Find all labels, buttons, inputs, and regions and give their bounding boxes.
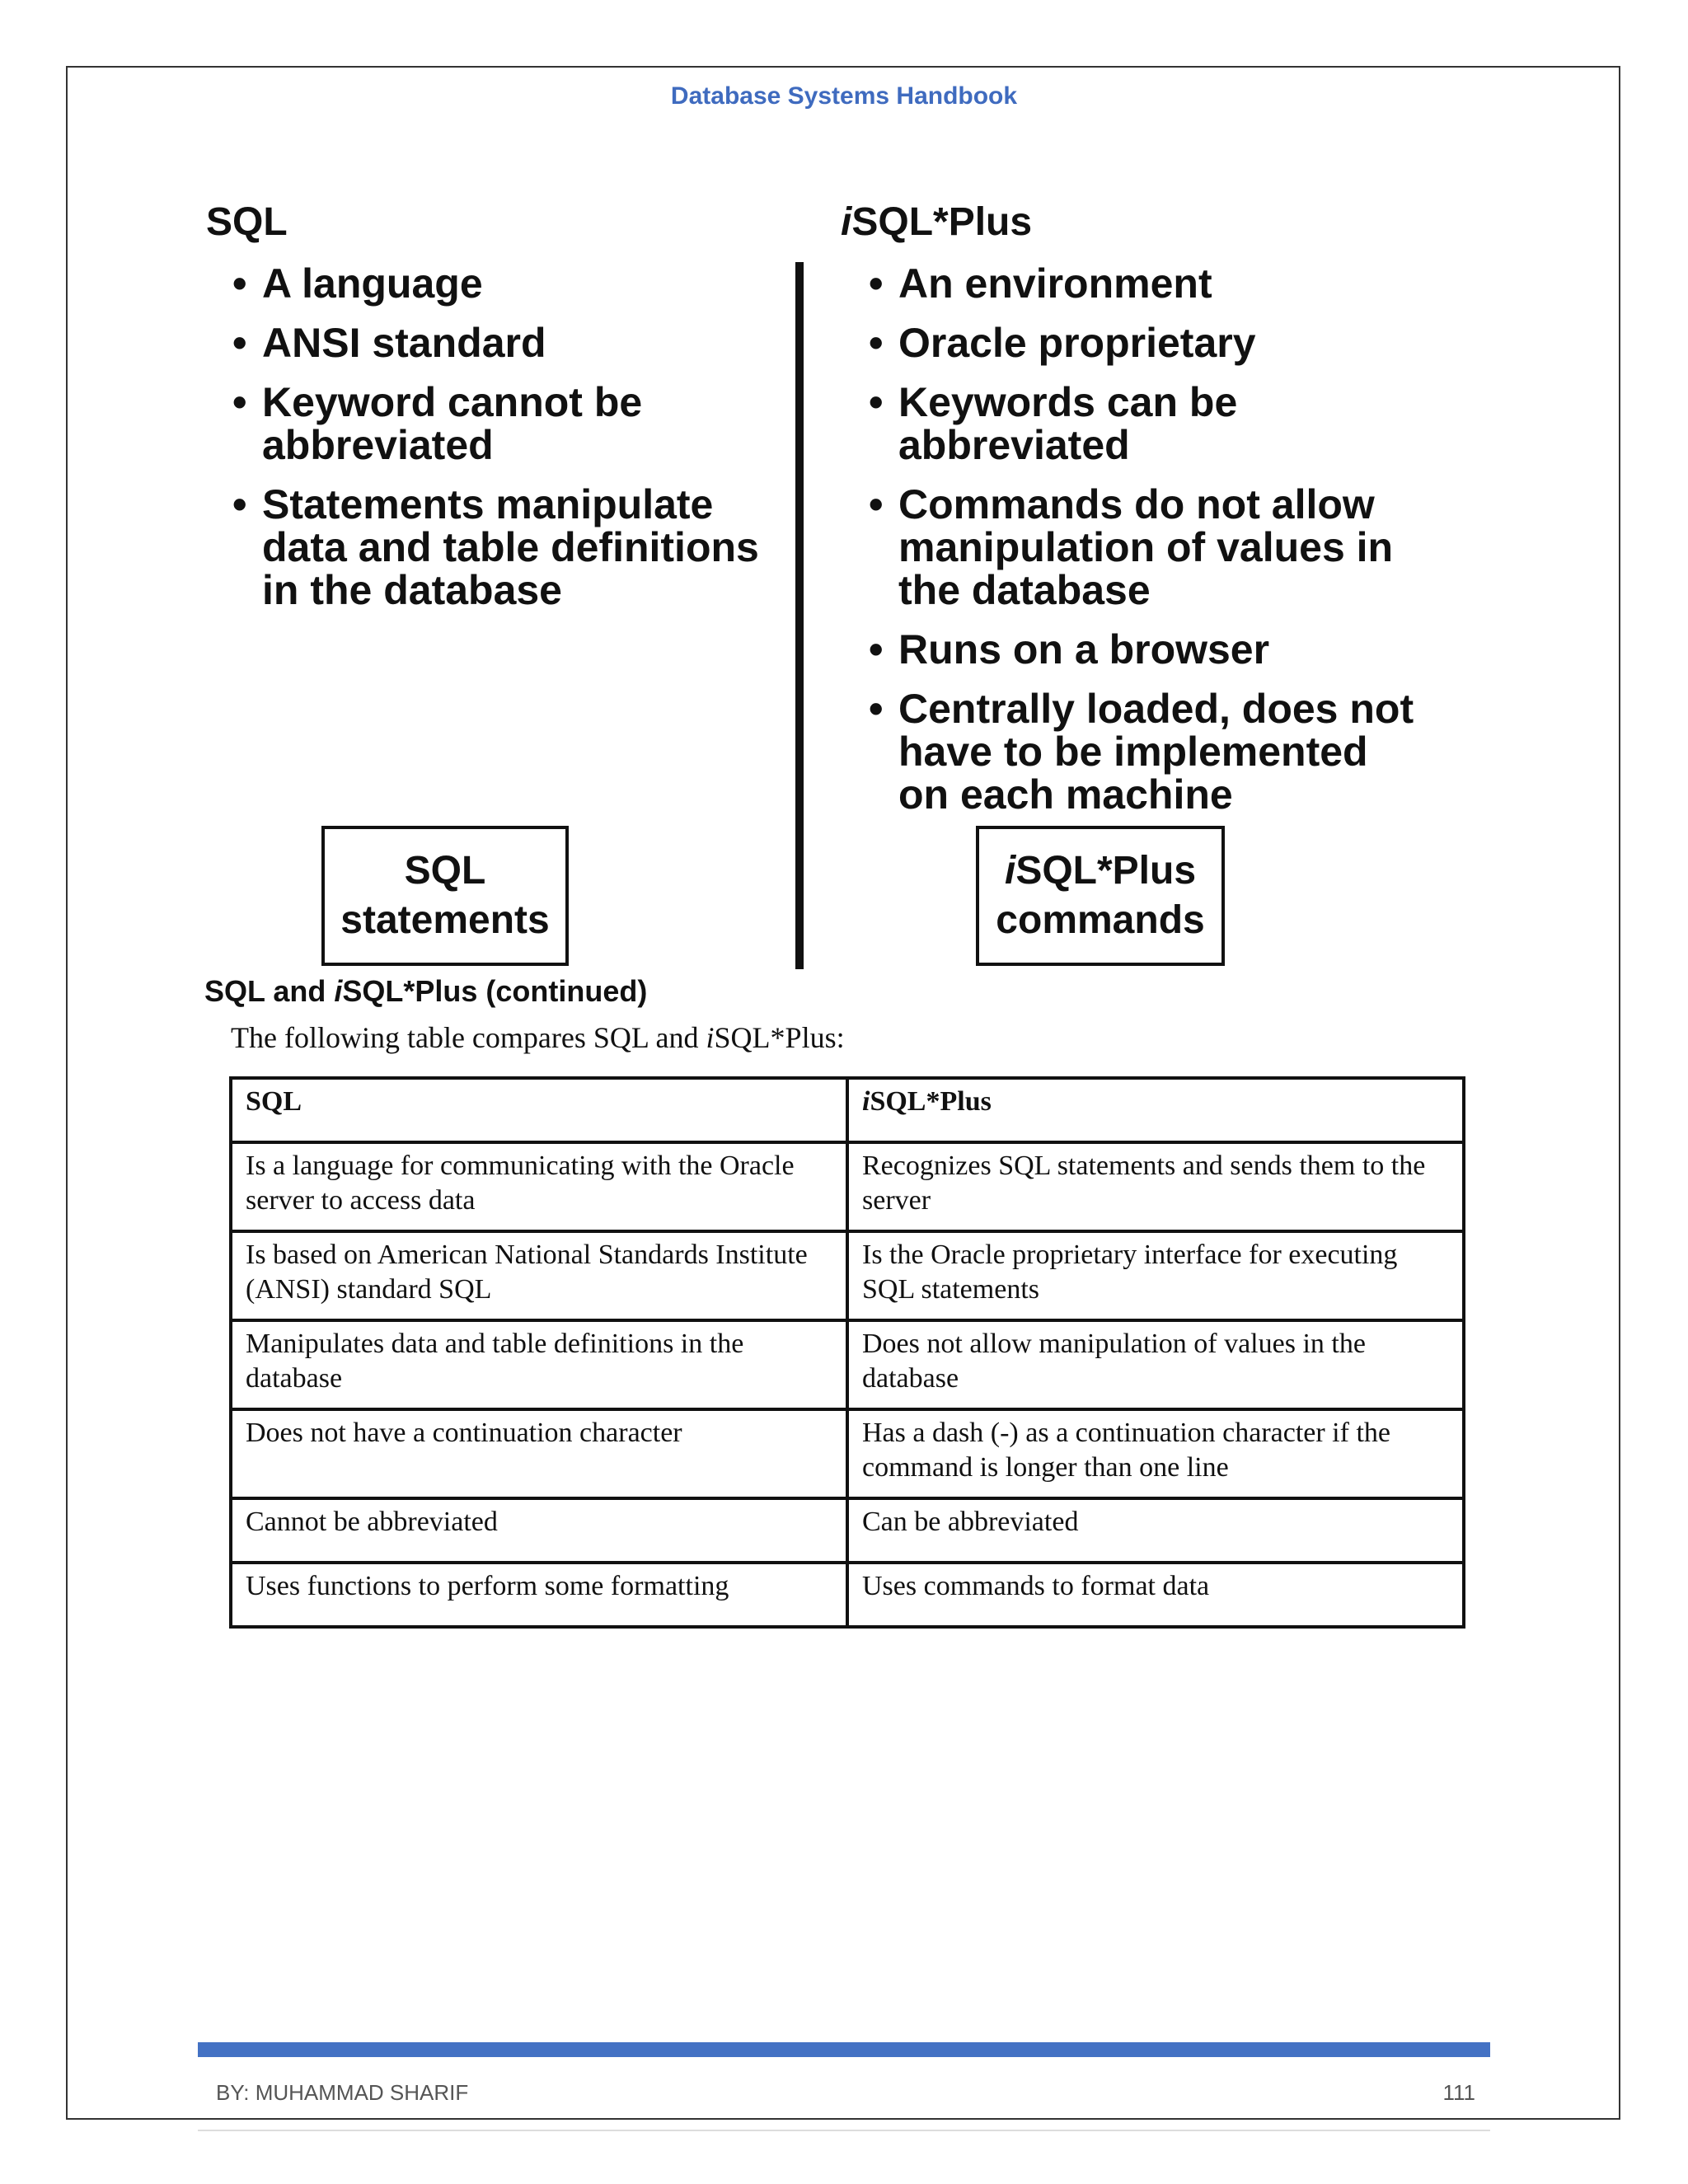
bullet-dot-icon: • bbox=[869, 686, 884, 732]
bullet-line: abbreviated bbox=[898, 422, 1130, 468]
bullet-item bbox=[206, 321, 783, 364]
table-row bbox=[231, 1231, 1464, 1320]
bullet-dot-icon: • bbox=[232, 481, 247, 527]
sql-cell: Is a language for communicating with the Oracle server to access data bbox=[231, 1142, 847, 1231]
table-header-row bbox=[231, 1078, 1464, 1142]
bullet-line: have to be implemented bbox=[898, 729, 1368, 775]
footer-bar bbox=[198, 2042, 1490, 2057]
bullet-dot-icon: • bbox=[232, 379, 247, 425]
bullet-dot-icon: • bbox=[869, 260, 884, 307]
box-line: iSQL*Plus bbox=[1004, 849, 1197, 893]
bullet-line: ANSI standard bbox=[262, 320, 546, 366]
isqlplus-cell: Uses commands to format data bbox=[847, 1563, 1464, 1627]
bullet-item bbox=[842, 381, 1436, 466]
bullet-item bbox=[842, 262, 1436, 305]
section-title: SQL and iSQL*Plus (continued) bbox=[204, 974, 648, 1008]
sql-statements-box bbox=[321, 826, 569, 966]
bullet-item bbox=[842, 687, 1436, 816]
table-row bbox=[231, 1498, 1464, 1563]
bullet-line: on each machine bbox=[898, 771, 1233, 818]
intro-paragraph: The following table compares SQL and iSQL*Plus: bbox=[231, 1021, 845, 1054]
figure-left-bullet-list bbox=[206, 262, 783, 628]
bullet-item bbox=[206, 483, 783, 612]
bullet-dot-icon: • bbox=[869, 320, 884, 366]
bullet-item bbox=[842, 628, 1436, 671]
isqlplus-cell: Is the Oracle proprietary interface for executing SQL statements bbox=[847, 1231, 1464, 1320]
isqlplus-commands-box bbox=[976, 826, 1225, 966]
isqlplus-cell: Can be abbreviated bbox=[847, 1498, 1464, 1563]
bullet-item bbox=[206, 381, 783, 466]
bottom-rule bbox=[198, 2130, 1490, 2131]
bullet-dot-icon: • bbox=[869, 379, 884, 425]
comparison-table bbox=[229, 1076, 1465, 1629]
bullet-item bbox=[842, 321, 1436, 364]
box-line: commands bbox=[996, 898, 1205, 942]
bullet-line: A language bbox=[262, 260, 483, 307]
bullet-dot-icon: • bbox=[232, 260, 247, 307]
box-line: statements bbox=[340, 898, 550, 942]
sql-cell: Uses functions to perform some formatting bbox=[231, 1563, 847, 1627]
figure-right-bullet-list bbox=[842, 262, 1436, 832]
bullet-line: Keywords can be bbox=[898, 379, 1238, 425]
bullet-dot-icon: • bbox=[869, 481, 884, 527]
table-row bbox=[231, 1563, 1464, 1627]
table-row bbox=[231, 1142, 1464, 1231]
bullet-dot-icon: • bbox=[232, 320, 247, 366]
sql-cell: Is based on American National Standards Institute (ANSI) standard SQL bbox=[231, 1231, 847, 1320]
sql-cell: Manipulates data and table definitions in the database bbox=[231, 1320, 847, 1409]
sql-cell: Does not have a continuation character bbox=[231, 1409, 847, 1498]
running-header: Database Systems Handbook bbox=[670, 82, 1018, 110]
column-header-isqlplus: iSQL*Plus bbox=[847, 1078, 1464, 1142]
table-row bbox=[231, 1320, 1464, 1409]
figure-left-heading: SQL bbox=[206, 200, 288, 244]
footer-author: BY: MUHAMMAD SHARIF bbox=[216, 2080, 469, 2105]
isqlplus-cell: Has a dash (-) as a continuation character if the command is longer than one line bbox=[847, 1409, 1464, 1498]
page-number: 111 bbox=[1442, 2080, 1475, 2105]
bullet-dot-icon: • bbox=[869, 626, 884, 673]
bullet-item bbox=[206, 262, 783, 305]
bullet-line: Runs on a browser bbox=[898, 626, 1270, 673]
bullet-line: in the database bbox=[262, 567, 562, 613]
bullet-line: Keyword cannot be bbox=[262, 379, 643, 425]
isqlplus-cell: Recognizes SQL statements and sends them to the server bbox=[847, 1142, 1464, 1231]
table-row bbox=[231, 1409, 1464, 1498]
bullet-item bbox=[842, 483, 1436, 612]
sql-cell: Cannot be abbreviated bbox=[231, 1498, 847, 1563]
bullet-line: Commands do not allow bbox=[898, 481, 1375, 527]
bullet-line: manipulation of values in bbox=[898, 524, 1394, 570]
bullet-line: data and table definitions bbox=[262, 524, 759, 570]
figure-right-heading: iSQL*Plus bbox=[841, 200, 1033, 244]
column-header-sql: SQL bbox=[231, 1078, 847, 1142]
bullet-line: Statements manipulate bbox=[262, 481, 714, 527]
box-line: SQL bbox=[404, 849, 486, 893]
bullet-line: the database bbox=[898, 567, 1151, 613]
isqlplus-cell: Does not allow manipulation of values in the database bbox=[847, 1320, 1464, 1409]
figure-divider bbox=[795, 262, 804, 969]
bullet-line: abbreviated bbox=[262, 422, 494, 468]
bullet-line: An environment bbox=[898, 260, 1212, 307]
bullet-line: Oracle proprietary bbox=[898, 320, 1256, 366]
bullet-line: Centrally loaded, does not bbox=[898, 686, 1414, 732]
